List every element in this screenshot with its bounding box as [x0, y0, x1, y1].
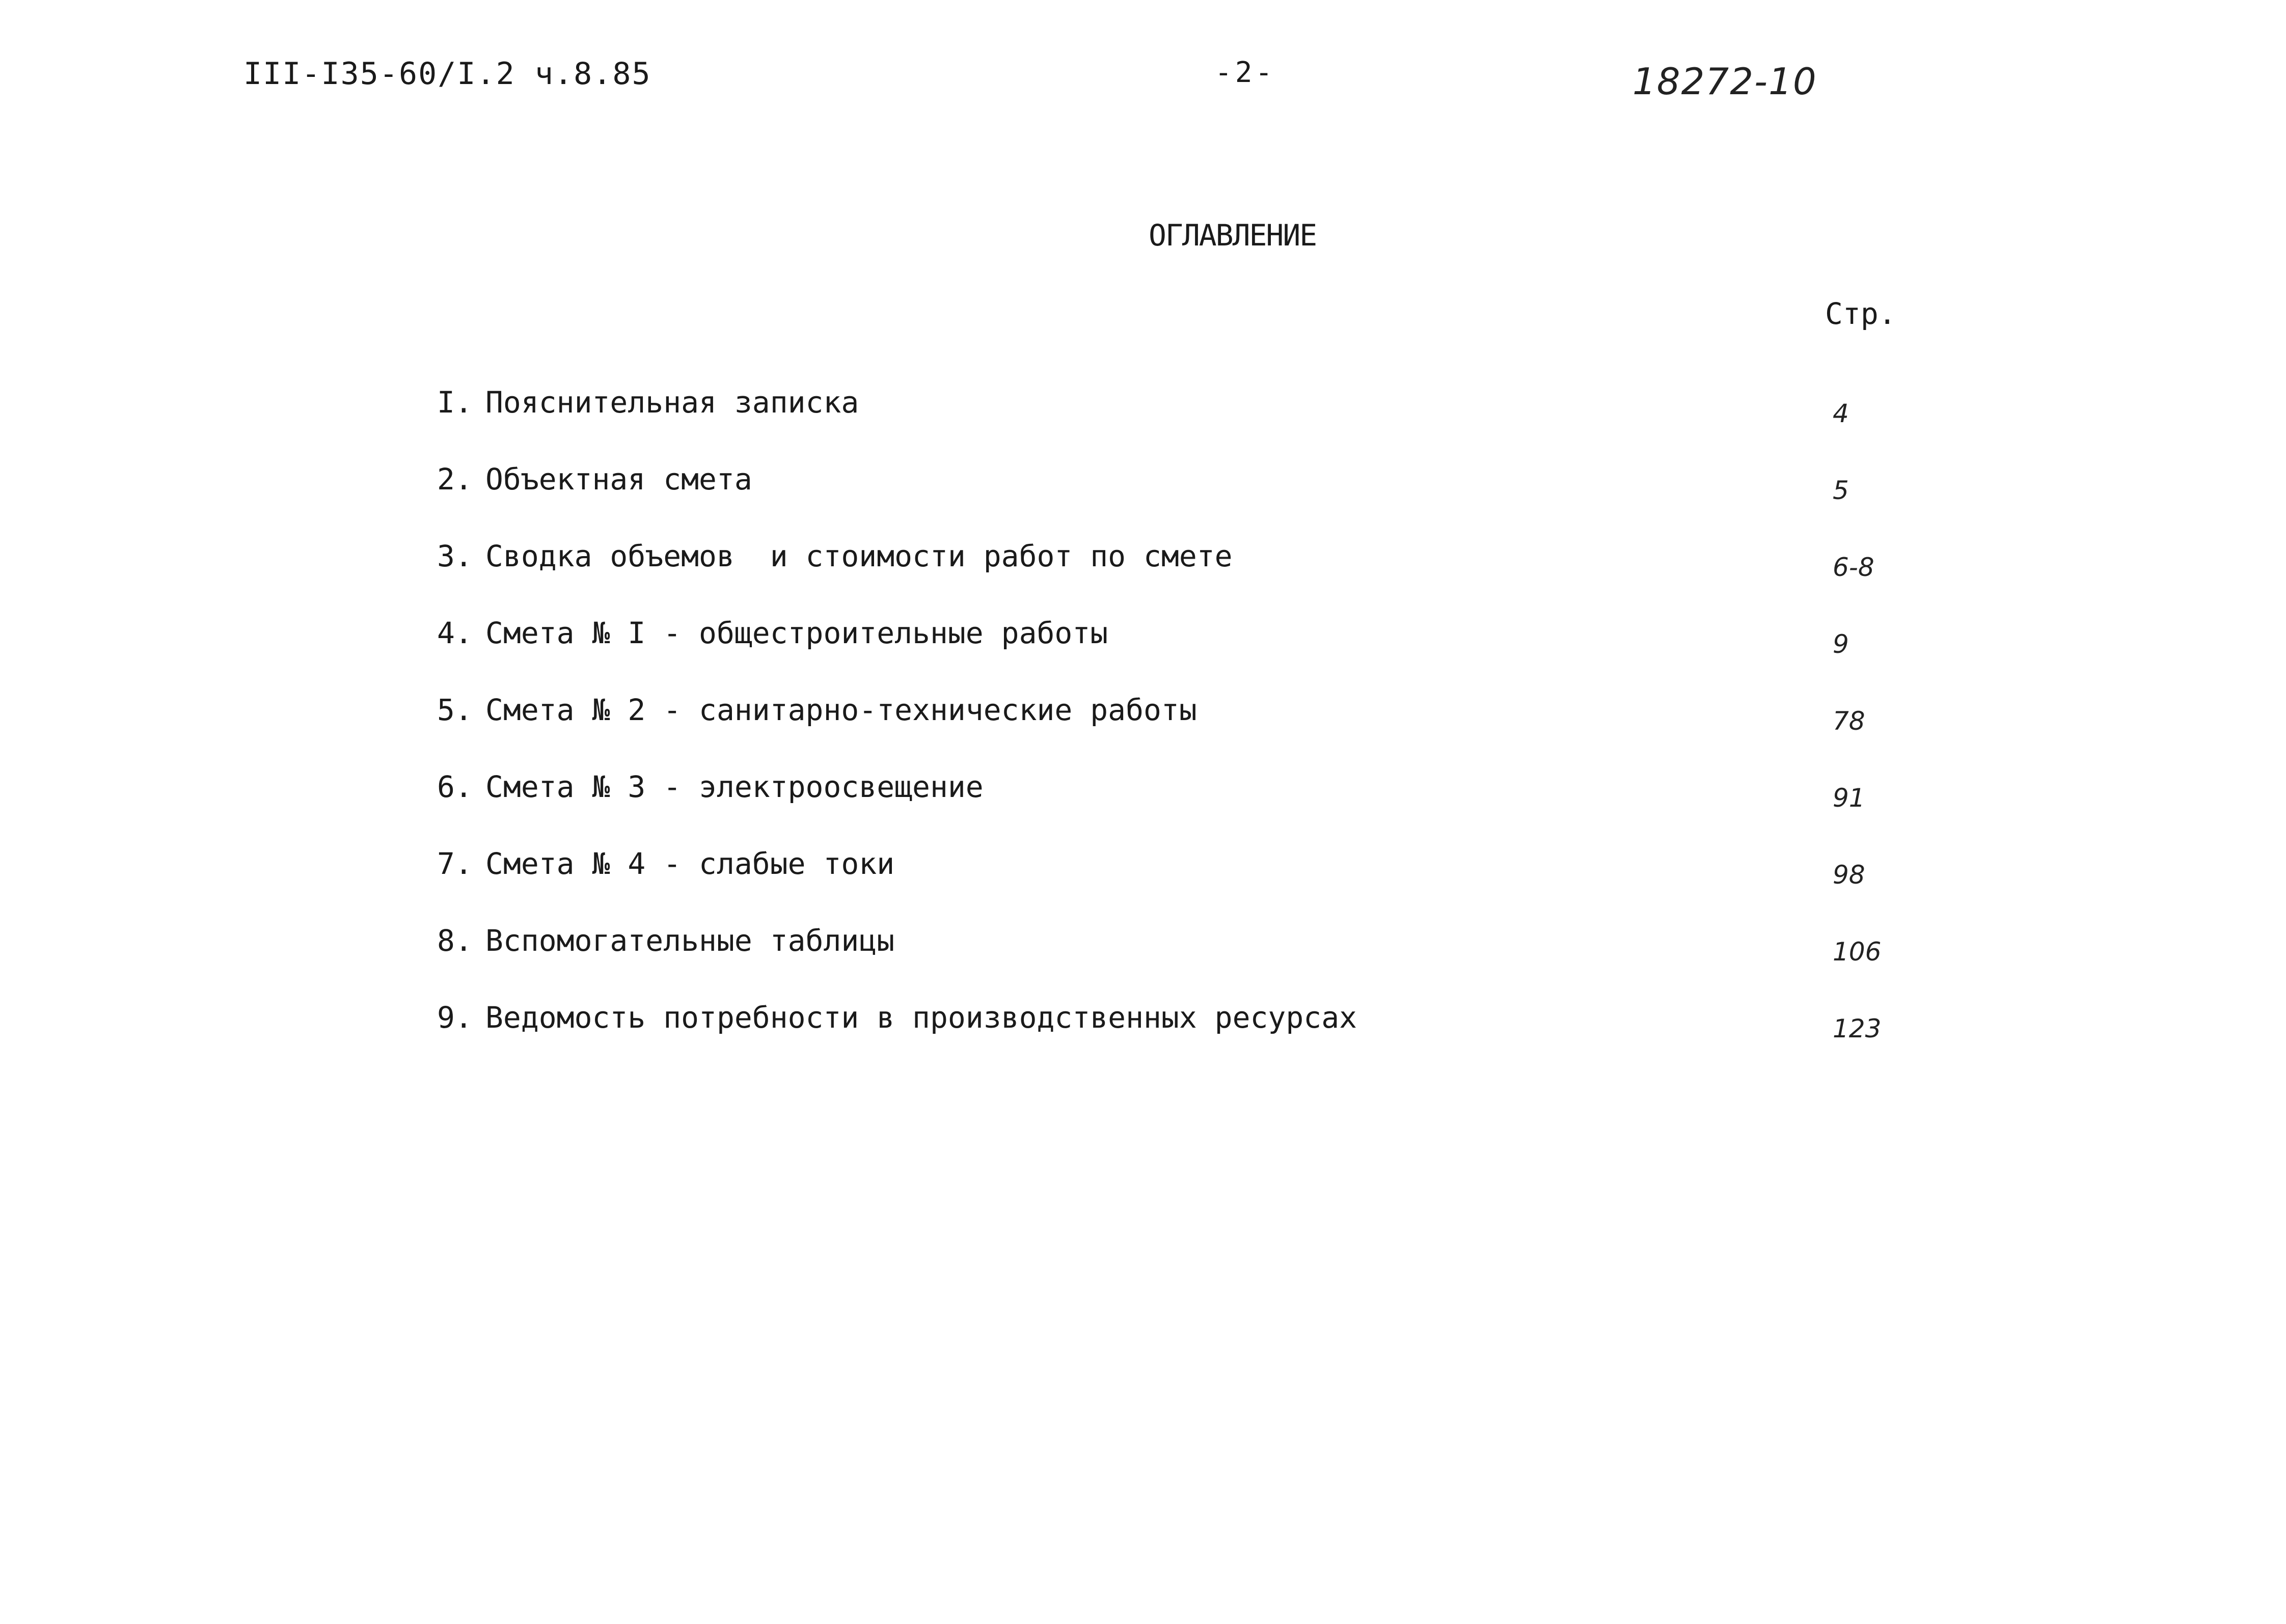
- toc-entry-label: Смета № I - общестроительные работы: [485, 616, 1108, 650]
- toc-entry-number: 8.: [437, 923, 473, 958]
- toc-entry: [437, 615, 1914, 692]
- toc-entry-label: Смета № 2 - санитарно-технические работы: [485, 693, 1197, 727]
- toc-entry-number: I.: [437, 385, 473, 420]
- toc-entry-label: Сводка объемов и стоимости работ по смете: [485, 539, 1233, 573]
- toc-entry: [437, 769, 1914, 846]
- toc-list: [437, 384, 1914, 1077]
- toc-entry-page: 91: [1833, 783, 1865, 813]
- toc-entry: [437, 692, 1914, 769]
- toc-entry: [437, 1000, 1914, 1077]
- toc-title: ОГЛАВЛЕНИЕ: [1149, 218, 1317, 253]
- toc-entry: [437, 538, 1914, 615]
- handwritten-stamp-number: 18272-10: [1632, 60, 1817, 103]
- toc-entry-page: 123: [1833, 1014, 1882, 1043]
- toc-entry-label: Объектная смета: [485, 462, 752, 497]
- toc-entry-label: Пояснительная записка: [485, 385, 859, 420]
- toc-entry-number: 4.: [437, 616, 473, 650]
- toc-entry-page: 4: [1833, 399, 1849, 428]
- toc-entry-label: Вспомогательные таблицы: [485, 923, 895, 958]
- toc-entry-page: 5: [1833, 476, 1849, 505]
- toc-entry-label: Смета № 4 - слабые токи: [485, 846, 895, 881]
- toc-entry-page: 98: [1833, 860, 1865, 890]
- document-code: III-I35-60/I.2 ч.8.85: [243, 56, 651, 92]
- toc-entry-page: 6-8: [1833, 553, 1874, 582]
- toc-entry-number: 5.: [437, 693, 473, 727]
- toc-entry-number: 3.: [437, 539, 473, 573]
- page-number: -2-: [1215, 56, 1276, 89]
- toc-entry-number: 2.: [437, 462, 473, 497]
- toc-entry: [437, 384, 1914, 461]
- toc-entry-page: 106: [1833, 937, 1882, 967]
- toc-entry-number: 6.: [437, 769, 473, 804]
- page-column-header: Стр.: [1825, 296, 1896, 331]
- toc-entry: [437, 461, 1914, 538]
- toc-entry-page: 9: [1833, 629, 1849, 659]
- toc-entry-label: Смета № 3 - электроосвещение: [485, 769, 984, 804]
- toc-entry-label: Ведомость потребности в производственных ресурсах: [485, 1000, 1357, 1035]
- toc-entry: [437, 923, 1914, 1000]
- toc-entry-number: 9.: [437, 1000, 473, 1035]
- toc-entry: [437, 846, 1914, 923]
- toc-entry-number: 7.: [437, 846, 473, 881]
- toc-entry-page: 78: [1833, 706, 1865, 736]
